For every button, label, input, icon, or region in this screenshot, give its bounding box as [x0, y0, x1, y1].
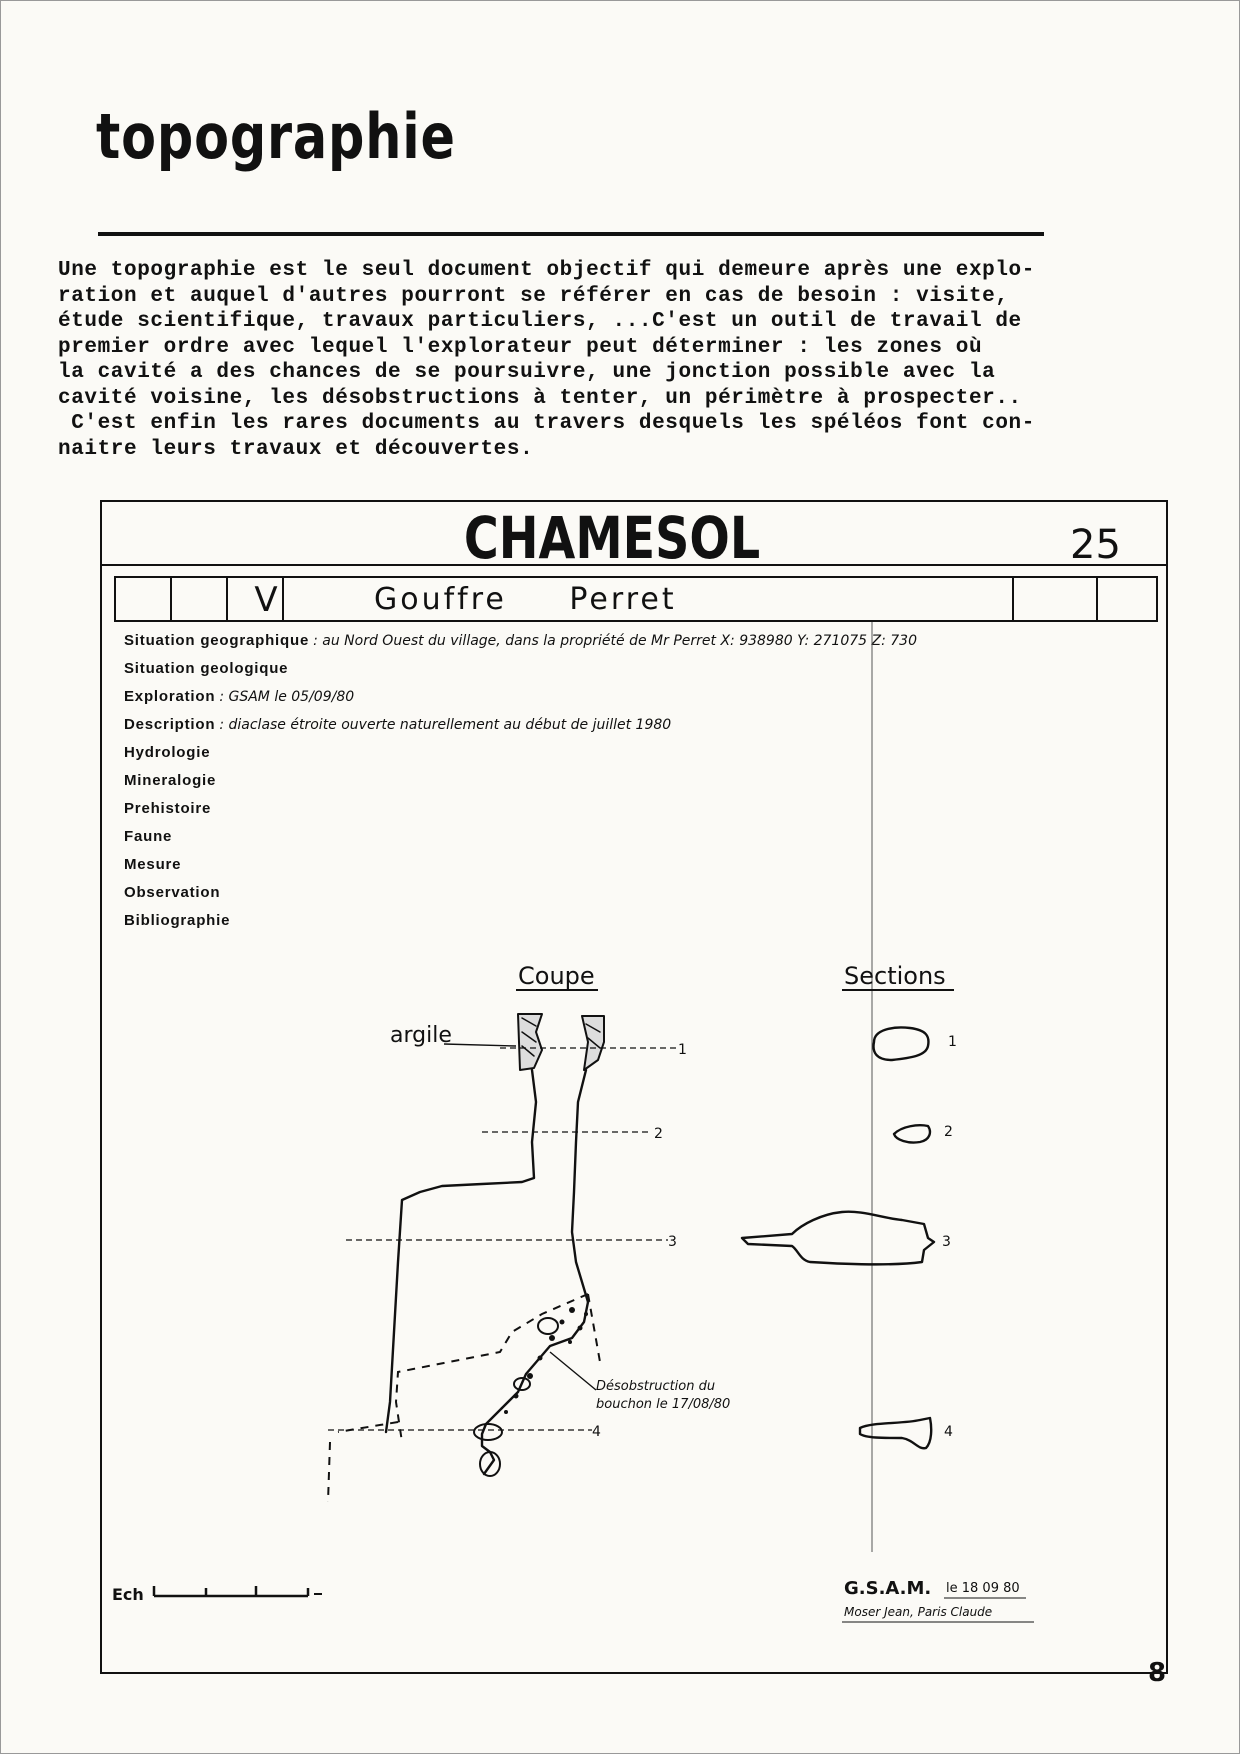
- scale-label: Ech: [112, 1585, 144, 1604]
- field-label: Hydrologie: [124, 744, 211, 761]
- coupe-title: Coupe: [518, 962, 595, 990]
- section-level-lines: [328, 1048, 676, 1430]
- desob-leader: [550, 1352, 596, 1390]
- clay-label: argile: [390, 1023, 452, 1048]
- field-label: Faune: [124, 828, 173, 845]
- coupe-dashed-outline: [328, 1294, 600, 1502]
- footer-authors: Moser Jean, Paris Claude: [844, 1605, 993, 1619]
- intro-line: étude scientifique, travaux particuliers, ...C'est un outil de travail de: [58, 310, 1022, 333]
- field-label: Mesure: [124, 856, 182, 873]
- intro-line: Une topographie est le seul document objectif qui demeure après une explo-: [58, 259, 1035, 282]
- scale-bar: [154, 1586, 322, 1596]
- section-mark-1: 1: [948, 1034, 957, 1050]
- desob-line-2: bouchon le 17/08/80: [596, 1397, 731, 1412]
- coupe-mark-2: 2: [654, 1126, 663, 1142]
- heading-rule: [98, 232, 1044, 236]
- field-label: Mineralogie: [124, 772, 217, 789]
- intro-line: la cavité a des chances de se poursuivre, une jonction possible avec la: [58, 361, 996, 384]
- intro-line: naitre leurs travaux et découvertes.: [58, 437, 534, 461]
- intro-line: cavité voisine, les désobstructions à tenter, un périmètre à prospecter..: [58, 386, 1022, 410]
- field-label: Prehistoire: [124, 800, 212, 817]
- field-label: Situation geographique: [124, 632, 310, 649]
- commune-name: CHAMESOL: [463, 504, 761, 572]
- desob-line-1: Désobstruction du: [596, 1379, 716, 1394]
- field-label: Situation geologique: [124, 660, 289, 677]
- section-mark-2: 2: [944, 1124, 953, 1140]
- cave-survey-sheet: [100, 500, 1168, 1674]
- section-mark-3: 3: [942, 1234, 951, 1250]
- coupe-mark-1: 1: [678, 1042, 687, 1058]
- sheet-number: 25: [1070, 522, 1121, 568]
- cave-survey-drawing: [102, 502, 1166, 1672]
- section-mark-4: 4: [944, 1424, 953, 1440]
- page-heading: topographie: [96, 100, 456, 173]
- page-number: 8: [1148, 1658, 1167, 1688]
- coupe-mark-3: 3: [668, 1234, 677, 1250]
- check-mark: V: [254, 580, 278, 620]
- intro-line: premier ordre avec lequel l'explorateur peut déterminer : les zones où: [58, 335, 983, 359]
- cross-sections: [742, 1028, 934, 1449]
- intro-line: ration et auquel d'autres pourront se référer en cas de besoin : visite,: [58, 284, 1009, 308]
- field-value: : au Nord Ouest du village, dans la propriété de Mr Perret X: 938980 Y: 271075 Z: 730: [313, 633, 917, 649]
- field-label: Observation: [124, 884, 221, 901]
- coupe-mark-4: 4: [592, 1424, 601, 1440]
- field-label: Bibliographie: [124, 912, 231, 929]
- intro-paragraph: [58, 258, 1178, 462]
- field-value: : diaclase étroite ouverte naturellement au début de juillet 1980: [219, 717, 672, 733]
- field-label: Exploration: [124, 688, 216, 705]
- sections-title: Sections: [844, 962, 946, 990]
- coupe-rubble: [504, 1307, 588, 1414]
- field-label: Description: [124, 716, 216, 733]
- intro-line: C'est enfin les rares documents au travers desquels les spéléos font con-: [58, 412, 1035, 435]
- coupe-profile: [386, 1014, 604, 1474]
- clay-leader: [444, 1044, 516, 1046]
- field-value: : GSAM le 05/09/80: [219, 689, 355, 705]
- footer-date: le 18 09 80: [946, 1581, 1020, 1596]
- cave-name: Gouffre Perret: [374, 582, 677, 617]
- footer-organisation: G.S.A.M.: [844, 1578, 932, 1599]
